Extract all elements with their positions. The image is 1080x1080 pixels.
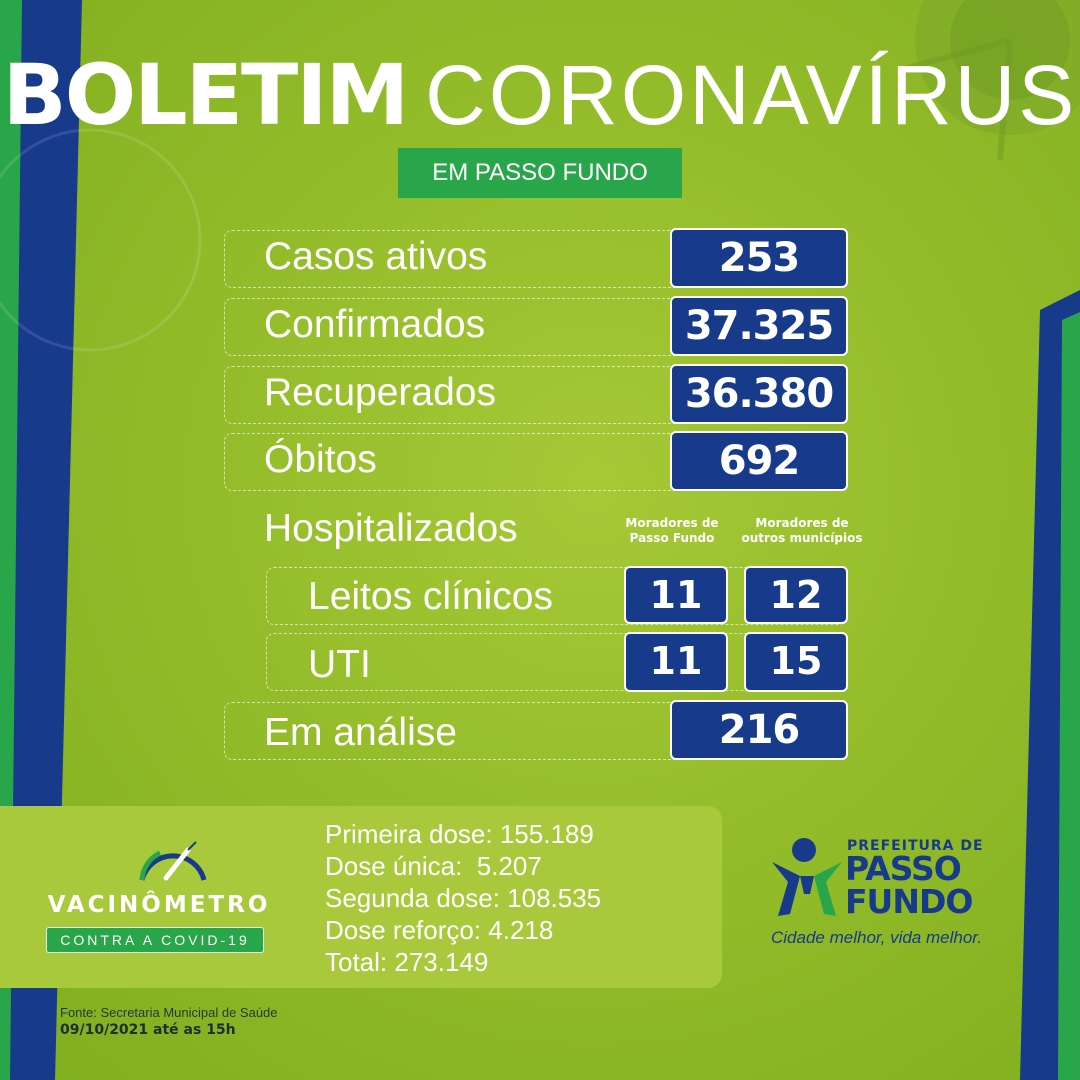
- bulletin-title: [0, 46, 1080, 144]
- col-head-passo-fundo: [612, 516, 732, 546]
- value-em-analise: 216: [670, 700, 848, 760]
- city-logo-icon: [770, 836, 844, 920]
- label-recuperados: Recuperados: [264, 371, 496, 414]
- label-uti: UTI: [308, 643, 371, 686]
- col-head-outros-line1: Moradores de: [755, 516, 849, 530]
- vaccine-line-single-dose: Dose única: 5.207: [325, 851, 542, 881]
- value-uti-outros: 15: [744, 632, 848, 692]
- label-casos-ativos: Casos ativos: [264, 235, 488, 278]
- col-head-outros: [727, 516, 877, 546]
- gauge-icon: [136, 836, 210, 886]
- label-hospitalizados: Hospitalizados: [264, 507, 518, 550]
- label-obitos: Óbitos: [264, 438, 377, 481]
- col-head-outros-line2: outros municípios: [741, 531, 863, 545]
- col-head-passo-fundo-line2: Passo Fundo: [629, 531, 715, 545]
- logo-prefeitura: PREFEITURA DE: [847, 838, 984, 854]
- label-leitos: Leitos clínicos: [308, 575, 553, 618]
- location-badge: EM PASSO FUNDO: [398, 148, 682, 198]
- value-uti-passo-fundo: 11: [624, 632, 728, 692]
- date-text: 09/10/2021 até as 15h: [60, 1022, 236, 1038]
- source-text: Fonte: Secretaria Municipal de Saúde: [60, 1005, 278, 1020]
- vaccine-title: VACINÔMETRO: [47, 892, 271, 918]
- label-em-analise: Em análise: [264, 711, 457, 754]
- value-casos-ativos: 253: [670, 228, 848, 288]
- vaccine-line-booster: Dose reforço: 4.218: [325, 915, 554, 945]
- title-light: CORONAVÍRUS: [425, 48, 1078, 142]
- vaccine-subtitle: CONTRA A COVID-19: [46, 927, 264, 953]
- logo-passo: PASSO: [845, 849, 961, 888]
- vaccine-line-second-dose: Segunda dose: 108.535: [325, 883, 602, 913]
- label-confirmados: Confirmados: [264, 303, 486, 346]
- col-head-passo-fundo-line1: Moradores de: [625, 516, 719, 530]
- value-recuperados: 36.380: [670, 364, 848, 424]
- vaccine-line-first-dose: Primeira dose: 155.189: [325, 819, 594, 849]
- value-leitos-passo-fundo: 11: [624, 566, 728, 624]
- logo-slogan: Cidade melhor, vida melhor.: [771, 928, 983, 947]
- value-leitos-outros: 12: [744, 566, 848, 624]
- value-obitos: 692: [670, 431, 848, 491]
- title-bold: BOLETIM: [2, 46, 408, 144]
- vaccine-line-total: Total: 273.149: [325, 947, 489, 977]
- logo-fundo: FUNDO: [845, 882, 973, 921]
- value-confirmados: 37.325: [670, 296, 848, 356]
